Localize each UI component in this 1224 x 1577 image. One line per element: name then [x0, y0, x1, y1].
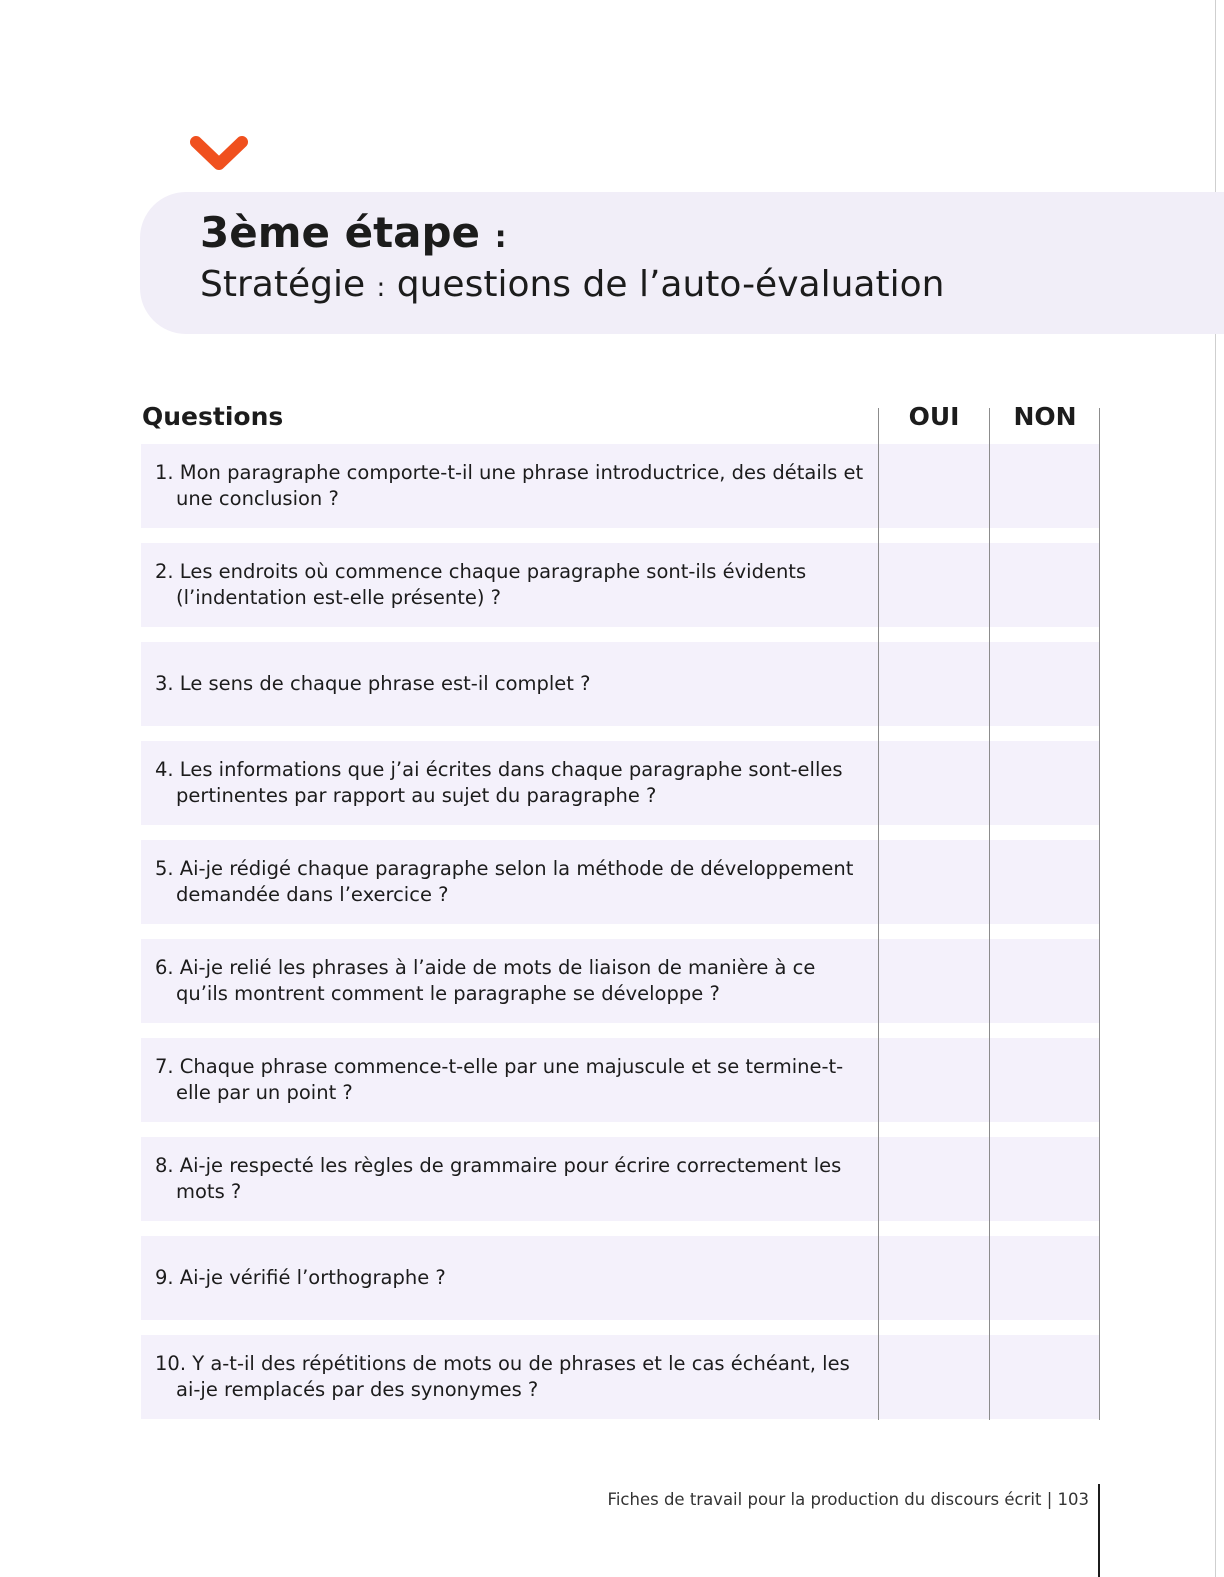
table-row — [141, 741, 1099, 825]
oui-answer-cell[interactable] — [879, 543, 989, 627]
non-answer-cell[interactable] — [990, 543, 1099, 627]
non-answer-cell[interactable] — [990, 840, 1099, 924]
question-cell — [155, 939, 871, 1023]
oui-answer-cell[interactable] — [879, 642, 989, 726]
question-text: 7. Chaque phrase commence-t-elle par une majuscule et se termine-t-elle par un point ? — [155, 1055, 844, 1104]
question-text: 9. Ai-je vérifié l’orthographe ? — [155, 1266, 446, 1289]
oui-answer-cell[interactable] — [879, 1236, 989, 1320]
non-answer-cell[interactable] — [990, 642, 1099, 726]
non-answer-cell[interactable] — [990, 444, 1099, 528]
non-answer-cell[interactable] — [990, 1137, 1099, 1221]
table-row — [141, 642, 1099, 726]
step-title-text: 3ème étape — [200, 208, 481, 257]
question-cell — [155, 1137, 871, 1221]
question-cell — [155, 543, 871, 627]
table-row — [141, 444, 1099, 528]
table-row — [141, 1236, 1099, 1320]
column-divider — [989, 408, 990, 1420]
non-answer-cell[interactable] — [990, 1038, 1099, 1122]
column-divider — [878, 408, 879, 1420]
footer-rule — [1098, 1484, 1100, 1577]
table-row — [141, 1038, 1099, 1122]
step-subtitle — [200, 264, 944, 305]
question-cell — [155, 840, 871, 924]
chevron-down-icon — [190, 134, 248, 174]
table-row — [141, 1335, 1099, 1419]
non-answer-cell[interactable] — [990, 741, 1099, 825]
table-row — [141, 1137, 1099, 1221]
non-answer-cell[interactable] — [990, 1236, 1099, 1320]
oui-answer-cell[interactable] — [879, 741, 989, 825]
question-cell — [155, 444, 871, 528]
column-header-non: NON — [1013, 402, 1077, 431]
oui-answer-cell[interactable] — [879, 1038, 989, 1122]
page-footer: Fiches de travail pour la production du discours écrit | 103 — [607, 1490, 1089, 1509]
subtitle-prefix: Stratégie — [200, 264, 366, 305]
question-text: 1. Mon paragraphe comporte-t-il une phrase introductrice, des détails et une conclusion ? — [155, 461, 864, 510]
column-header-questions: Questions — [142, 402, 284, 431]
table-row — [141, 939, 1099, 1023]
subtitle-colon: : — [376, 273, 386, 303]
question-text: 10. Y a-t-il des répétitions de mots ou de phrases et le cas échéant, les ai-je remplacés par des synonymes ? — [155, 1352, 850, 1401]
oui-answer-cell[interactable] — [879, 939, 989, 1023]
oui-answer-cell[interactable] — [879, 444, 989, 528]
step-header — [140, 192, 1224, 334]
oui-answer-cell[interactable] — [879, 840, 989, 924]
oui-answer-cell[interactable] — [879, 1137, 989, 1221]
step-title — [200, 208, 507, 257]
non-answer-cell[interactable] — [990, 939, 1099, 1023]
subtitle-rest: questions de l’auto-évaluation — [396, 264, 945, 305]
table-row — [141, 543, 1099, 627]
question-cell — [155, 1236, 871, 1320]
question-text: 3. Le sens de chaque phrase est-il complet ? — [155, 672, 591, 695]
question-text: 8. Ai-je respecté les règles de grammaire pour écrire correctement les mots ? — [155, 1154, 842, 1203]
column-divider — [1099, 408, 1100, 1420]
step-title-colon: : — [494, 220, 507, 255]
column-header-oui: OUI — [908, 402, 960, 431]
question-text: 6. Ai-je relié les phrases à l’aide de mots de liaison de manière à ce qu’ils montrent comment le paragraphe se développe ? — [155, 956, 816, 1005]
question-text: 2. Les endroits où commence chaque paragraphe sont-ils évidents (l’indentation est-elle présente) ? — [155, 560, 807, 609]
question-cell — [155, 1038, 871, 1122]
question-cell — [155, 741, 871, 825]
question-text: 4. Les informations que j’ai écrites dans chaque paragraphe sont-elles pertinentes par rapport au sujet du paragraphe ? — [155, 758, 843, 807]
question-cell — [155, 642, 871, 726]
non-answer-cell[interactable] — [990, 1335, 1099, 1419]
table-row — [141, 840, 1099, 924]
oui-answer-cell[interactable] — [879, 1335, 989, 1419]
question-text: 5. Ai-je rédigé chaque paragraphe selon la méthode de développement demandée dans l’exercice ? — [155, 857, 854, 906]
question-cell — [155, 1335, 871, 1419]
